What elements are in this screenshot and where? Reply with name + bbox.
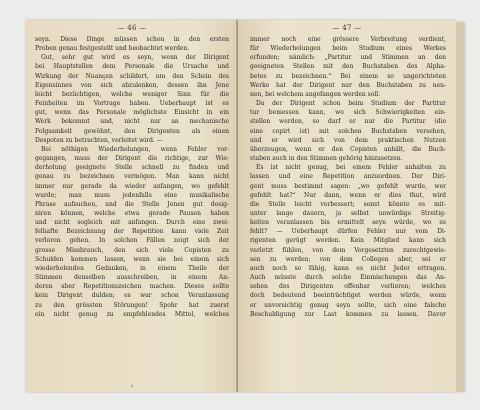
text-line: eine copirt ist) mit solchen Buchstaben versehen,	[250, 127, 446, 135]
right-page	[238, 20, 456, 392]
text-line: immer noch eine grössere Verbreitung verdient,	[250, 36, 446, 43]
text-line: immer nur gerade da wieder anfangen, wo gefehlt	[35, 182, 229, 190]
text-line: lassen und eine Repetition anzuordnen. Der Diri-	[250, 173, 446, 181]
text-line: Phrase aufsuchen, und die Stelle Jenen gut desig-	[35, 200, 229, 208]
text-line: Schulden kommen lassen, wenn sie bei einem sich	[35, 255, 229, 263]
text-line: Eigensinnes von sich abzulenken, dessen ihn Jene	[35, 81, 229, 89]
text-line: seyn. Diese Dinge müssen schon in den ersten	[35, 36, 229, 43]
text-line: derholung geeignete Stelle schnell zu finden und	[35, 164, 229, 172]
text-line: nen, bei welchem angefangen werden soll.	[250, 90, 381, 98]
page-text	[250, 35, 446, 319]
text-line: gent muss bestimmt sagen: „wo gefehlt wurde, wer	[250, 182, 446, 190]
text-line: unter lange dauern, ja selbst unwürdige Streitig-	[250, 209, 446, 217]
text-line: Es ist nicht genug, bei einem Fehler anhalten zu	[256, 164, 446, 172]
text-line: geeigneten Stellen mit den Buchstaben des Alpha-	[250, 63, 446, 71]
text-line: gefehlt hat?“ Nur dann, wenn er dies thut, wird	[250, 191, 446, 199]
text-line: erfunden; nämlich: „Partitur und Stimmen an den	[250, 54, 446, 62]
text-line: überzeugen, wenn er den Copisten anhält, die Buch-	[250, 145, 446, 153]
text-line: und er wird sich von dem praktischen Nutzen	[250, 136, 446, 144]
text-line: Wirkung der Nuançen schildert, um den Schein des	[35, 72, 229, 80]
text-line: bei Hauptstellen dem Personale die Ursache und	[35, 63, 229, 71]
text-line: die Stelle leicht verbessert; sonst könnte es mit-	[250, 200, 446, 208]
text-line: niren können, welche etwa gerade Pausen haben	[35, 209, 229, 217]
text-line: rigenten gerügt werden. Kein Mitglied kann sich	[250, 237, 446, 245]
text-line: er unvorsichtig genug seyn sollte, sich eine falsche	[250, 301, 446, 309]
text-line: Werke hat der Dirigent nur den Buchstaben zu nen-	[250, 81, 446, 89]
text-line: felhafte Bezeichnung der Repetition kann viele Zeit	[35, 228, 229, 236]
text-line: betes zu bezeichnen.“ Bei einem so ungerichteten	[250, 72, 446, 80]
text-line: staben auch in den Stimmen gehörig hinzusetzen.	[250, 155, 403, 163]
page-number: — 47 —	[332, 24, 362, 32]
text-line: deren aber Repetitionszeichen machen. Dieses sollte	[35, 283, 229, 291]
left-page	[26, 20, 238, 392]
text-line: Feinheiten im Vortrage haben. Ueberhaupt ist es	[35, 100, 229, 108]
text-line: wiederholenden Gedanken, in einem Theile der	[35, 264, 229, 272]
text-line: fehlt? — Ueberhaupt dürfen Fehler nur vom Di-	[250, 228, 446, 236]
text-line: und nicht sogleich mit anfangen. Durch eine zwei-	[35, 219, 229, 227]
text-line: Gut, sehr gut wird es seyn, wenn der Dirigent	[41, 54, 229, 62]
text-line: Da der Dirigent schon beim Studium der Partitur	[256, 100, 446, 108]
text-line: für Wiederholungen beim Studium eines Werkes	[250, 45, 446, 53]
text-line: grosse Missbrauch, den sich viele Copisten zu	[35, 246, 229, 254]
text-line: leicht bezüchtigen, welche weniger Sinn für die	[35, 90, 229, 98]
text-line: Despoten zu betrachten, verleitet wird. —	[35, 136, 163, 144]
text-line: keiten veranlassen bis ermittelt seyn würde, wo es	[250, 219, 446, 227]
text-line: zu den grössten Störungen! Spohr hat zuerst	[35, 301, 229, 309]
text-line: gut, wenn das Personale möglichste Einsicht in ein	[35, 109, 229, 117]
text-line: verletzt fühlen, von dem Vorgesetzten zurechtgewie-	[250, 246, 446, 254]
page-edges	[456, 22, 464, 392]
text-line: sehen des Dirigenten offenbar verlieren; welches	[250, 283, 446, 291]
page-number: — 46 —	[117, 24, 147, 32]
text-line: Bei nöthigen Wiederholungen, wenn Fehler vor-	[41, 145, 229, 153]
text-line: gegangen, muss der Dirigent die richtige, zur Wie-	[35, 155, 229, 163]
text-line: genau zu bezeichnen vermögen. Man kann nicht	[35, 173, 229, 181]
text-line: auch noch so fähig, kann es nicht Jeder ertragen.	[250, 264, 446, 272]
signature-mark: 3	[130, 383, 134, 388]
text-line: wurde; man muss jedenfalls eine musikalische	[35, 191, 229, 199]
text-line: Stimmen denselben ausschreiben, in einem An-	[35, 274, 229, 282]
text-line: Auch müsste durch solche Einmischungen das An-	[250, 274, 446, 282]
text-line: tur bemessen kann, wo sich Schwierigkeiten ein-	[250, 109, 446, 117]
text-line: Proben genau festgestellt und beobachtet werden.	[35, 45, 190, 53]
text-line: sen zu werden; von dem Collegen aber, sei er	[250, 255, 446, 263]
text-line: Werk bekommt und, nicht nur an mechanische	[35, 118, 229, 126]
text-line: stellen werden, so darf er nur die Partitur (die	[250, 118, 446, 126]
page-text	[35, 35, 229, 319]
text-line: ein nicht genug zu empfehlendes Mittel, welches	[35, 310, 229, 318]
text-line: doch bedeutend beeinträchtiget werden würde, wenn	[250, 292, 446, 300]
text-line: verloren gehen. In solchen Fällen zeigt sich der	[35, 237, 229, 245]
text-line: Beschuldigung zur Last kommen zu lassen. Davor	[250, 310, 446, 318]
text-line: Folgsamkeit gewöhnt, den Dirigenten als einen	[35, 127, 229, 135]
text-line: kein Dirigent dulden; es war schon Veranlassung	[35, 292, 229, 300]
